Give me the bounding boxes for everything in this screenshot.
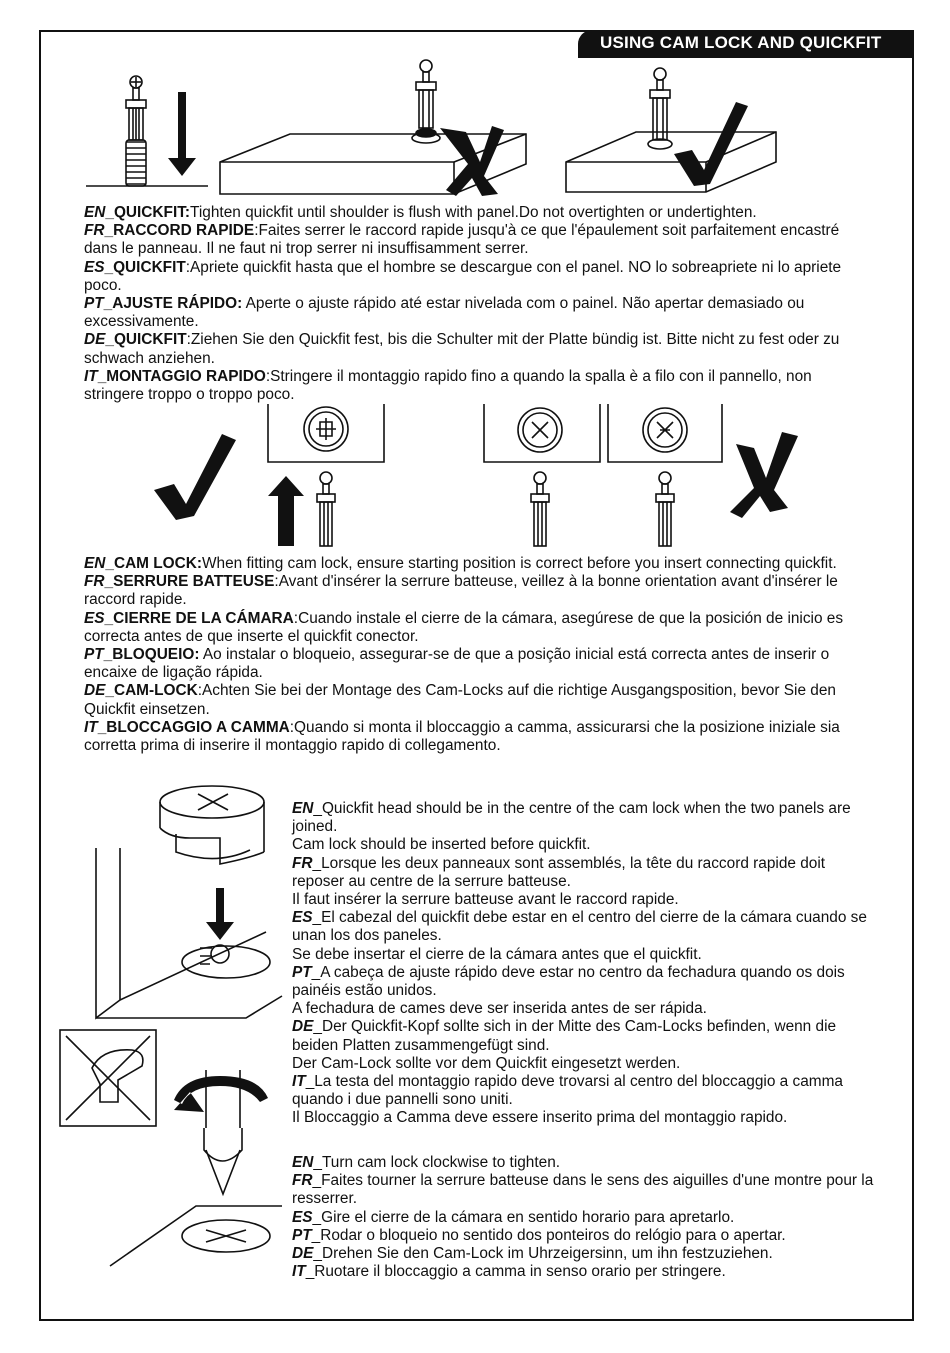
quickfit-instructions — [84, 204, 874, 404]
quickfit-screw-icon — [317, 472, 335, 546]
paragraph-de: DE_Drehen Sie den Cam-Lock im Uhrzeigersinn, um ihn festzuziehen. — [292, 1245, 773, 1263]
camlock-insertion-illustration — [56, 778, 282, 1308]
quickfit-correct-panel — [560, 66, 780, 194]
quickfit-screw-icon — [531, 472, 549, 546]
down-arrow-icon — [206, 888, 234, 940]
quickfit-screw-icon — [126, 76, 146, 186]
paragraph-en-note: Cam lock should be inserted before quickfit. — [292, 836, 591, 854]
paragraph-fr: FR_RACCORD RAPIDE:Faites serrer le raccord rapide jusqu'à ce que l'épaulement soit parfaitement encastré dans le panneau. Il ne faut ni trop serrer ni insuffisamment serrer. — [84, 222, 840, 258]
paragraph-en: EN_QUICKFIT:Tighten quickfit until shoulder is flush with panel.Do not overtighten or undertighten. — [84, 204, 757, 221]
camlock-turn-instructions — [292, 1154, 877, 1281]
paragraph-de: DE_Der Quickfit-Kopf sollte sich in der Mitte des Cam-Locks befinden, wenn die beiden Platten zusammengefügt sind. — [292, 1018, 837, 1054]
paragraph-fr: FR_Faites tourner la serrure batteuse dans le sens des aiguilles d'une montre pour la resserrer. — [292, 1172, 874, 1208]
up-arrow-icon — [268, 476, 304, 546]
camlock-orientation-illustration — [140, 404, 810, 554]
paragraph-it: IT_Ruotare il bloccaggio a camma in senso orario per stringere. — [292, 1263, 726, 1281]
paragraph-pt: PT_A cabeça de ajuste rápido deve estar no centro da fechadura quando os dois painéis estão unidos. — [292, 963, 845, 1000]
paragraph-pt: PT_Rodar o bloqueio no sentido dos ponteiros do relógio para o apertar. — [292, 1226, 786, 1244]
paragraph-pt-note: A fechadura de cames deve ser inserida antes de ser rápida. — [292, 1000, 707, 1018]
paragraph-fr: FR_Lorsque les deux panneaux sont assemblés, la tête du raccord rapide doit reposer au centre de la serrure batteuse. — [292, 854, 826, 890]
cross-mark-icon — [730, 432, 798, 518]
paragraph-fr-note: Il faut insérer la serrure batteuse avant le raccord rapide. — [292, 891, 679, 909]
paragraph-es: ES_QUICKFIT:Apriete quickfit hasta que el hombre se descargue con el panel. NO lo sobreapriete ni lo apriete poco. — [84, 258, 842, 294]
paragraph-it-note: Il Bloccaggio a Camma deve essere inserito prima del montaggio rapido. — [292, 1109, 788, 1127]
paragraph-en: EN_CAM LOCK:When fitting cam lock, ensure starting position is correct before you insert connecting quickfit. — [84, 555, 837, 572]
check-mark-icon — [154, 434, 236, 520]
paragraph-pt: PT_AJUSTE RÁPIDO: Aperte o ajuste rápido até estar nivelada com o painel. Não apertar demasiado ou excessivamente. — [84, 295, 805, 331]
quickfit-illustration — [80, 58, 540, 200]
paragraph-es: ES_Gire el cierre de la cámara en sentido horario para apretarlo. — [292, 1208, 735, 1226]
paragraph-it: IT_La testa del montaggio rapido deve trovarsi al centro del bloccaggio a camma quando i due pannelli sono uniti. — [292, 1073, 843, 1109]
paragraph-es-note: Se debe insertar el cierre de la cámara antes que el quickfit. — [292, 945, 702, 963]
paragraph-es: ES_El cabezal del quickfit debe estar en el centro del cierre de la cámara cuando se unan los dos paneles. — [292, 909, 867, 945]
paragraph-it: IT_BLOCCAGGIO A CAMMA:Quando si monta il bloccaggio a camma, assicurarsi che la posizione iniziale sia corretta prima di inserire il montaggio rapido di collegamento. — [84, 718, 840, 755]
down-arrow-icon — [168, 92, 196, 176]
paragraph-de: DE_QUICKFIT:Ziehen Sie den Quickfit fest, bis die Schulter mit der Platte bündig ist. Bitte nicht zu fest oder zu schwach anziehen. — [84, 331, 840, 367]
paragraph-it: IT_MONTAGGIO RAPIDO:Stringere il montaggio rapido fino a quando la spalla è a filo con il pannello, non stringere troppo o troppo poco. — [84, 367, 812, 404]
quickfit-screw-icon — [656, 472, 674, 546]
section-header — [578, 30, 914, 58]
section-title: USING CAM LOCK AND QUICKFIT — [600, 33, 882, 52]
paragraph-en: EN_Turn cam lock clockwise to tighten. — [292, 1154, 561, 1171]
camlock-position-instructions — [292, 800, 877, 1128]
paragraph-de: DE_CAM-LOCK:Achten Sie bei der Montage des Cam-Locks auf die richtige Ausgangsposition, bevor Sie den Quickfit einsetzen. — [84, 682, 836, 718]
paragraph-en: EN_Quickfit head should be in the centre of the cam lock when the two panels are joined. — [292, 800, 851, 836]
paragraph-pt: PT_BLOQUEIO: Ao instalar o bloqueio, assegurar-se de que a posição inicial está correcta antes de inserir o encaixe de ligação rápida. — [84, 646, 830, 682]
rotate-clockwise-icon — [174, 1076, 268, 1112]
camlock-instructions — [84, 555, 874, 755]
paragraph-de-note: Der Cam-Lock sollte vor dem Quickfit eingesetzt werden. — [292, 1054, 681, 1072]
paragraph-es: ES_CIERRE DE LA CÁMARA:Cuando instale el cierre de la cámara, asegúrese de que la posición de inicio es correcta antes de que inserte el quickfit conector. — [84, 609, 844, 645]
paragraph-fr: FR_SERRURE BATTEUSE:Avant d'insérer la serrure batteuse, veillez à la bonne orientation avant d'insérer le raccord rapide. — [84, 573, 838, 609]
